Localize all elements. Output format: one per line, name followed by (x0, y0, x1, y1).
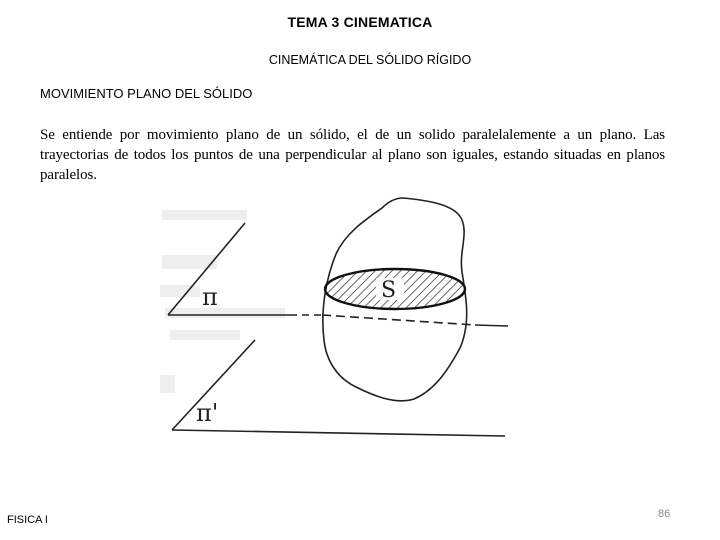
definition-paragraph: Se entiende por movimiento plano de un sólido, el de un solido paralelalemente a un plano. Las trayectorias de todos los puntos de una perpendicular al plano son iguales, estando situadas en planos paralelos. (40, 127, 665, 183)
plane-label-pi-prime: π' (196, 399, 219, 427)
slide-title: TEMA 3 CINEMATICA (287, 14, 433, 30)
lower-plane (172, 340, 505, 436)
plane-label-pi: π (202, 283, 218, 311)
section-label: S (381, 278, 397, 303)
plane-motion-figure (150, 190, 520, 455)
slide-subtitle: CINEMÁTICA DEL SÓLIDO RÍGIDO (268, 53, 472, 67)
section-heading: MOVIMIENTO PLANO DEL SÓLIDO (40, 86, 253, 101)
page-number: 86 (658, 508, 671, 520)
footer-course: FISICA I (7, 514, 48, 526)
